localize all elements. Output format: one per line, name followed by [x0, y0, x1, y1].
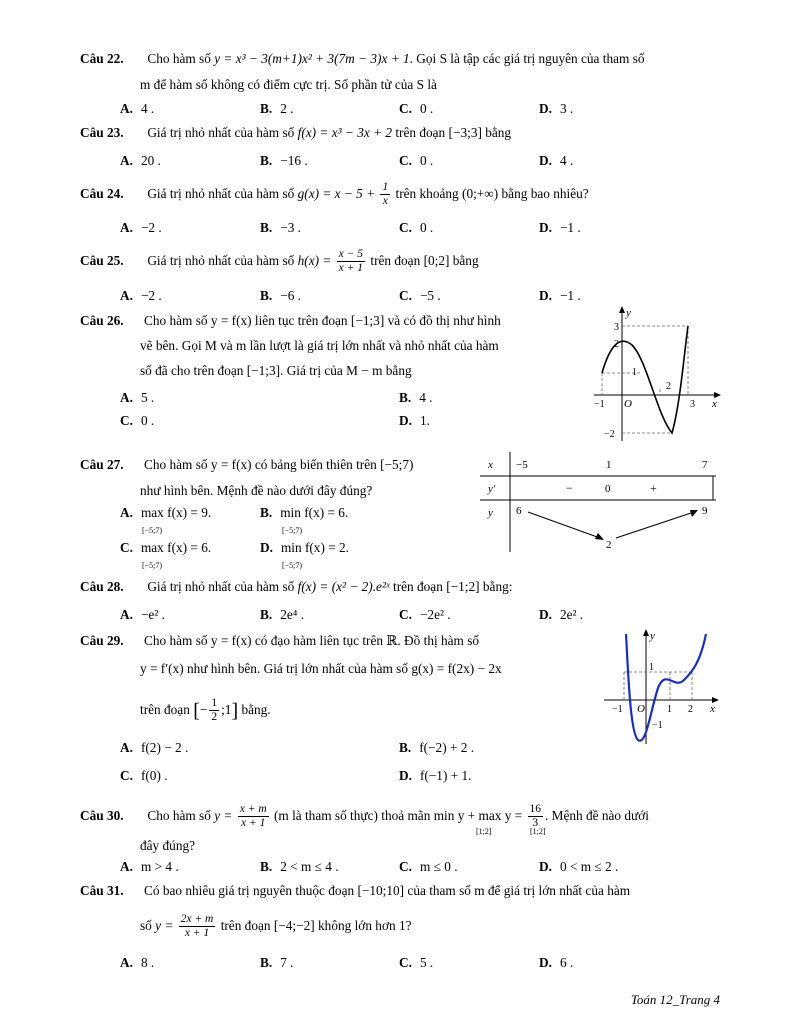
- q28-option-b[interactable]: B. 2e⁴ .: [260, 607, 305, 622]
- q27-y-start: 6: [516, 505, 522, 517]
- q24-stem: Câu 24. Giá trị nhỏ nhất của hàm số g(x) = x − 5 + $\frac{1}{x}$ trên khoảng (0;+∞) bằng bao nhiêu?: [80, 181, 589, 208]
- q22-line1: Câu 22. Cho hàm số y = x³ − 3(m+1)x² + 3(7m − 3)x + 1. Gọi S là tập các giá trị nguyên của tham số: [80, 51, 645, 66]
- q29-fraction: $\frac{1}{2}$: [211, 697, 218, 724]
- q27-line2: như hình bên. Mệnh đề nào dưới đây đúng?: [140, 483, 373, 498]
- q28-option-d[interactable]: D. 2e² .: [539, 607, 584, 622]
- q30-option-b[interactable]: B. 2 < m ≤ 4 .: [260, 859, 339, 874]
- q30-option-c[interactable]: C. m ≤ 0 .: [399, 859, 458, 874]
- q30-value-fraction: $\frac{16}{3}$: [529, 803, 542, 830]
- q23-option-b[interactable]: B. −16 .: [260, 153, 308, 168]
- q26-line2: vẽ bên. Gọi M và m lần lượt là giá trị lớn nhất và nhỏ nhất của hàm: [140, 338, 499, 353]
- q29-origin: O: [637, 703, 645, 715]
- q24-option-b[interactable]: B. −3 .: [260, 220, 301, 235]
- q29-option-c[interactable]: C. f(0) .: [120, 768, 168, 783]
- q28-option-c[interactable]: C. −2e² .: [399, 607, 451, 622]
- q27-row-y: y: [488, 507, 493, 519]
- q29-tick-x2: 2: [688, 704, 693, 715]
- q28-stem: Câu 28. Giá trị nhỏ nhất của hàm số f(x) = (x² − 2).e²ˣ trên đoạn [−1;2] bằng:: [80, 579, 513, 594]
- q22-option-d[interactable]: D. 3 .: [539, 101, 574, 116]
- q26-graph: [592, 305, 722, 445]
- q26-line3: số đã cho trên đoạn [−1;3]. Giá trị của M − m bằng: [140, 363, 412, 378]
- q22-option-a[interactable]: A. 4 .: [120, 101, 155, 116]
- q26-option-c[interactable]: C. 0 .: [120, 413, 155, 428]
- q24-option-d[interactable]: D. −1 .: [539, 220, 581, 235]
- q29-axis-x-label: x: [710, 703, 715, 715]
- q29-tick-x1: 1: [667, 704, 672, 715]
- q26-option-b[interactable]: B. 4 .: [399, 390, 433, 405]
- q26-tick-x3: 3: [690, 399, 695, 410]
- q31-option-d[interactable]: D. 6 .: [539, 955, 574, 970]
- q30-stem: Câu 30. Cho hàm số y = $\frac{x + m}{x + 1}$ (m là tham số thực) thoả mãn min y + max y = $\frac{16}{3}$ . Mệnh đề nào dưới: [80, 803, 649, 830]
- q25-option-d[interactable]: D. −1 .: [539, 288, 581, 303]
- q29-tick-y1: 1: [649, 662, 654, 673]
- q26-option-a[interactable]: A. 5 .: [120, 390, 155, 405]
- q30-option-a[interactable]: A. m > 4 .: [120, 859, 179, 874]
- q30-max-subscript: [1;2]: [530, 827, 546, 836]
- q26-line1: Câu 26. Cho hàm số y = f(x) liên tục trên đoạn [−1;3] và có đồ thị như hình: [80, 313, 501, 328]
- q27-row-x: x: [488, 459, 493, 471]
- q29-option-d[interactable]: D. f(−1) + 1.: [399, 768, 472, 783]
- q31-option-c[interactable]: C. 5 .: [399, 955, 434, 970]
- q22-line2: m để hàm số không có điểm cực trị. Số phần tử của S là: [140, 77, 437, 92]
- q25-option-c[interactable]: C. −5 .: [399, 288, 441, 303]
- q23-stem: Câu 23. Giá trị nhỏ nhất của hàm số f(x) = x³ − 3x + 2 trên đoạn [−3;3] bằng: [80, 125, 512, 140]
- q29-tick-xm1: −1: [612, 704, 623, 715]
- q29-curve: [626, 634, 706, 741]
- q23-option-a[interactable]: A. 20 .: [120, 153, 161, 168]
- q29-line2: y = f′(x) như hình bên. Giá trị lớn nhất của hàm số g(x) = f(2x) − 2x: [140, 661, 502, 676]
- q26-option-d[interactable]: D. 1.: [399, 413, 430, 428]
- q25-fraction: $\frac{x - 5}{x + 1}$: [338, 248, 364, 275]
- q31-line1: Câu 31. Có bao nhiêu giá trị nguyên thuộc đoạn [−10;10] của tham số m để giá trị lớn nhất của hàm: [80, 883, 631, 898]
- q27-sign-neg: −: [566, 481, 573, 495]
- page-footer: Toán 12_Trang 4: [630, 992, 720, 1007]
- q26-tick-x2: 2: [666, 381, 671, 392]
- q31-fraction: $\frac{2x + m}{x + 1}$: [180, 913, 214, 940]
- q29-option-a[interactable]: A. f(2) − 2 .: [120, 740, 189, 755]
- q27-option-c[interactable]: C. max f(x) = 6. [−5;7): [120, 540, 212, 570]
- q31-line2: số y = $\frac{2x + m}{x + 1}$ trên đoạn [−4;−2] không lớn hơn 1?: [140, 913, 412, 940]
- q24-option-a[interactable]: A. −2 .: [120, 220, 162, 235]
- q25-option-b[interactable]: B. −6 .: [260, 288, 301, 303]
- q26-tick-y1: 1: [632, 367, 637, 378]
- q27-x-end: 7: [702, 459, 708, 471]
- q27-x-mid: 1: [606, 459, 612, 471]
- q29-tick-ym1: −1: [652, 720, 663, 731]
- q24-fraction: $\frac{1}{x}$: [382, 181, 389, 208]
- q27-line1: Câu 27. Cho hàm số y = f(x) có bảng biến thiên trên [−5;7): [80, 457, 414, 472]
- q26-tick-xm1: −1: [594, 399, 605, 410]
- q29-axis-y-label: y: [650, 630, 655, 642]
- q26-tick-y3: 3: [614, 322, 619, 333]
- q28-option-a[interactable]: A. −e² .: [120, 607, 165, 622]
- q31-option-a[interactable]: A. 8 .: [120, 955, 155, 970]
- q30-line2: đây đúng?: [140, 838, 196, 853]
- q30-option-d[interactable]: D. 0 < m ≤ 2 .: [539, 859, 619, 874]
- q25-stem: Câu 25. Giá trị nhỏ nhất của hàm số h(x) = $\frac{x - 5}{x + 1}$ trên đoạn [0;2] bằng: [80, 248, 479, 275]
- q27-sign-zero: 0: [605, 483, 611, 495]
- q27-option-d[interactable]: D. min f(x) = 2. [−5;7): [260, 540, 349, 570]
- q22-option-c[interactable]: C. 0 .: [399, 101, 434, 116]
- q27-y-end: 9: [702, 505, 708, 517]
- q26-tick-y2: 2: [614, 339, 619, 350]
- q23-option-c[interactable]: C. 0 .: [399, 153, 434, 168]
- q27-option-b[interactable]: B. min f(x) = 6. [−5;7): [260, 505, 349, 535]
- q29-line3: trên đoạn [− $\frac{1}{2}$ ;1] bằng.: [140, 697, 271, 724]
- q27-row-yp: y′: [488, 483, 496, 495]
- q22-option-b[interactable]: B. 2 .: [260, 101, 294, 116]
- q31-option-b[interactable]: B. 7 .: [260, 955, 294, 970]
- q27-y-min: 2: [606, 539, 612, 551]
- q27-variation-table: [480, 452, 718, 552]
- q29-graph: [600, 628, 720, 746]
- q24-option-c[interactable]: C. 0 .: [399, 220, 434, 235]
- q27-option-a[interactable]: A. max f(x) = 9. [−5;7): [120, 505, 212, 535]
- q30-min-subscript: [1;2]: [476, 827, 492, 836]
- q26-origin: O: [624, 398, 632, 410]
- q30-fraction: $\frac{x + m}{x + 1}$: [239, 803, 267, 830]
- q29-option-b[interactable]: B. f(−2) + 2 .: [399, 740, 475, 755]
- q27-x-start: −5: [516, 459, 528, 471]
- q26-axis-x-label: x: [712, 398, 717, 410]
- q29-line1: Câu 29. Cho hàm số y = f(x) có đạo hàm liên tục trên ℝ. Đồ thị hàm số: [80, 633, 480, 648]
- q23-option-d[interactable]: D. 4 .: [539, 153, 574, 168]
- q26-axis-y-label: y: [626, 307, 631, 319]
- q25-option-a[interactable]: A. −2 .: [120, 288, 162, 303]
- q27-sign-pos: +: [650, 481, 657, 495]
- q26-tick-ym2: −2: [604, 429, 615, 440]
